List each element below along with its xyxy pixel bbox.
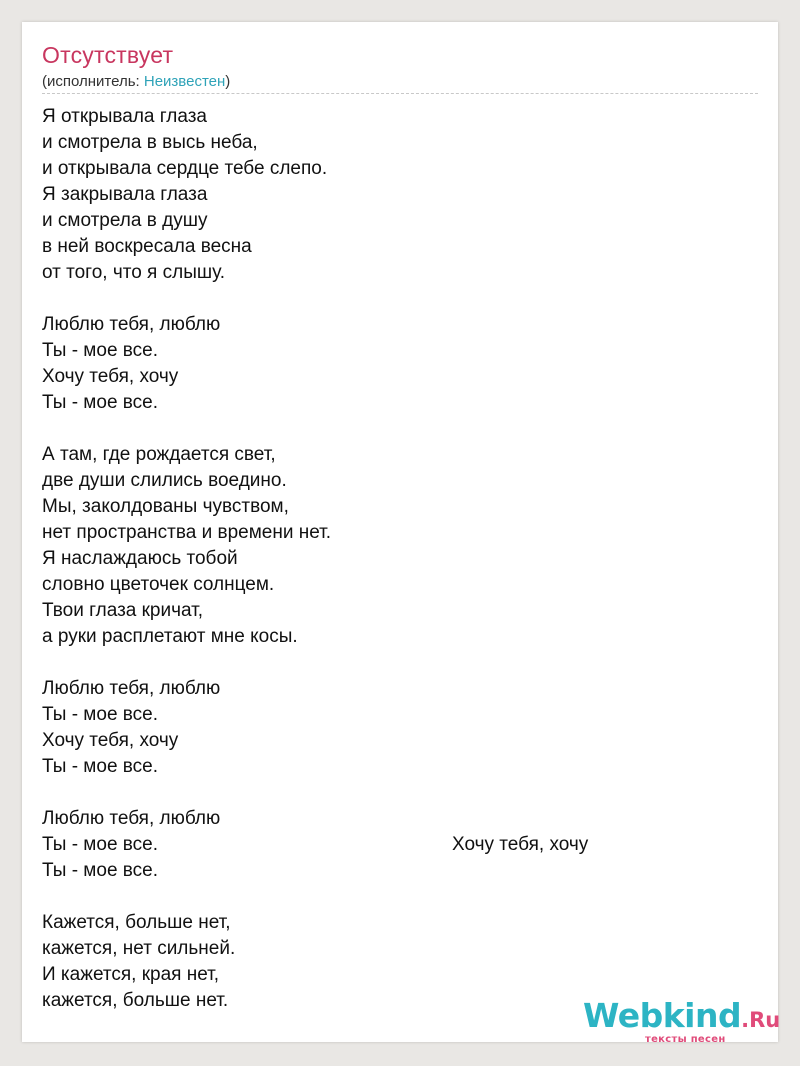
lyric-line: Кажется, больше нет, [42, 912, 231, 933]
lyric-line: две души слились воедино. [42, 470, 287, 491]
stanza-gap [42, 286, 331, 312]
lyric-line: Ты - мое все. [42, 756, 159, 777]
lyric-line: А там, где рождается свет, [42, 444, 276, 465]
lyric-line: Люблю тебя, люблю [42, 314, 221, 335]
stanza-gap [42, 780, 331, 806]
lyric-line: Ты - мое все. [42, 860, 159, 881]
lyrics-body [42, 104, 331, 1014]
lyric-line: Мы, заколдованы чувством, [42, 496, 289, 517]
lyric-line: Я открывала глаза [42, 106, 207, 127]
stanza-gap [42, 884, 331, 910]
song-title: Отсутствует [42, 42, 174, 68]
lyric-line: Хочу тебя, хочу [42, 730, 179, 751]
lyric-line: Люблю тебя, люблю [42, 678, 221, 699]
lyrics-card [22, 22, 781, 1045]
lyric-line: и смотрела в высь неба, [42, 132, 258, 153]
lyric-line: Твои глаза кричат, [42, 600, 204, 621]
logo-tagline: тексты песен [645, 1034, 726, 1045]
site-logo[interactable] [583, 996, 781, 1045]
lyric-line: и смотрела в душу [42, 210, 208, 231]
stanza-gap [42, 650, 331, 676]
lyric-line: Я закрывала глаза [42, 184, 208, 205]
stanza-gap [42, 416, 331, 442]
lyric-line: а руки расплетают мне косы. [42, 626, 298, 647]
artist-line [42, 73, 230, 90]
lyric-line: Люблю тебя, люблю [42, 808, 221, 829]
artist-link[interactable]: Неизвестен [143, 73, 226, 90]
artist-suffix: ) [225, 73, 231, 90]
lyric-line: нет пространства и времени нет. [42, 522, 332, 543]
lyric-line: Ты - мое все. [42, 834, 159, 855]
logo-tld: .Ru [741, 1008, 781, 1032]
lyric-line: Ты - мое все. [42, 704, 159, 725]
lyric-line: словно цветочек солнцем. [42, 574, 275, 595]
lyric-line: Ты - мое все. [42, 392, 159, 413]
logo-name: Webkind [583, 996, 742, 1035]
lyric-line: И кажется, края нет, [42, 964, 220, 985]
lyric-line: в ней воскресала весна [42, 236, 252, 257]
lyric-line: Хочу тебя, хочу [42, 366, 179, 387]
lyric-line: от того, что я слышу. [42, 262, 225, 283]
lyric-line-offset: Хочу тебя, хочу [452, 834, 589, 855]
lyric-line: Ты - мое все. [42, 340, 159, 361]
artist-prefix: (исполнитель: [42, 73, 144, 90]
lyric-line: Я наслаждаюсь тобой [42, 548, 238, 569]
lyric-line: и открывала сердце тебе слепо. [42, 158, 328, 179]
lyric-line: кажется, нет сильней. [42, 938, 236, 959]
divider [42, 93, 758, 94]
lyric-line: кажется, больше нет. [42, 990, 229, 1011]
